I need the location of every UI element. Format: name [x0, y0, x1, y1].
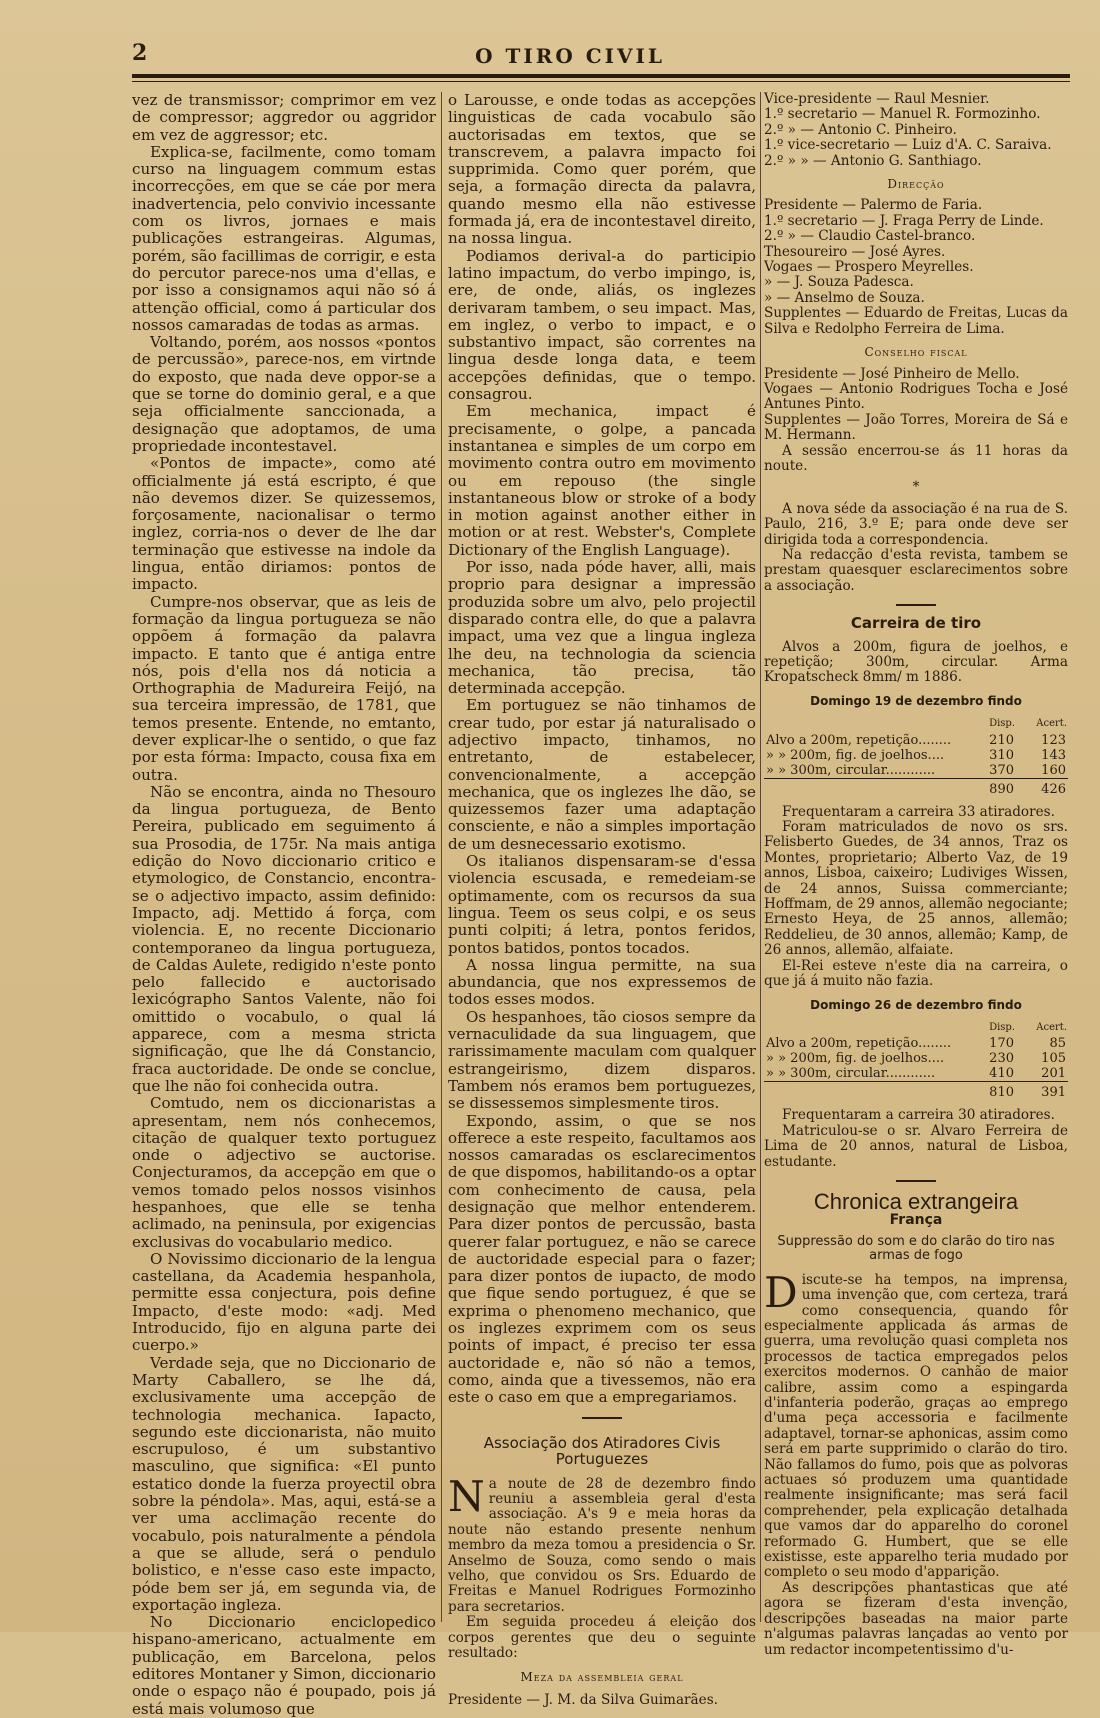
- paragraph: Os italianos dispensaram-se d'essa violencia escusada, e remedeiam-se optimamente, com os recursos da sua lingua. Teem os seus colpi, e os seus punti colpiti; á letra, pontos feridos, pontos batidos, pontos tocados.: [448, 852, 756, 957]
- table-row: Alvo a 200m, repetição........ 210 123: [766, 732, 1066, 748]
- section-title: Chronica extrangeira: [813, 1188, 1019, 1214]
- paragraph: Discute-se ha tempos, na imprensa, uma invenção que, com certeza, trará como consequencia, quando fôr especialmente applicada ás armas de guerra, uma revolução quasi completa nos processos de tactica empregados pelos exercitos modernos. O canhão de maior calibre, assim como a espingarda d'infanteria poderão, graças ao emprego d'uma peça accessoria e facilmente adaptavel, tornar-se aphonicas, assim como será em parte supprimido o clarão do tiro. Não fallamos do fumo, pois que as polvoras actuaes só produzem uma quantidade realmente insignificante; mas será facil comprehender, pela explicação detalhada que vamos dar do apparelho do coronel reformado G. Humbert, que se elle existisse, este apparelho teria mudado por completo o seu modo d'apparição.: [764, 1267, 1068, 1581]
- paragraph: Não se encontra, ainda no Thesouro da lingua portugueza, de Bento Pereira, publicado em seguimento á sua Prosodia, de 175r. Na mais antiga edição do Novo diccionario critico e etymologico, de Constancio, encontra-se o adjectivo impacto, assim definido: Impacto, adj. Mettido á força, com violencia. E, no recente Diccionario contemporaneo da lingua portugueza, de Caldas Aulete, redigido n'este ponto pelo fallecido e auctorisado lexicógrapho Santos Valente, não foi omittido o vocabulo, o qual lá apparece, com a mesma stricta significação, que lhe dá Constancio, fraca auctoridade. De onde se conclue, que lhe não foi conhecida outra.: [132, 782, 436, 1095]
- office-line: » — Anselmo de Souza.: [764, 289, 925, 306]
- column-header: Disp.: [989, 718, 1015, 730]
- office-line: Supplentes — João Torres, Moreira de Sá e M. Hermann.: [764, 411, 1068, 444]
- paragraph: Frequentaram a carreira 33 atiradores.: [782, 803, 1055, 820]
- office-line: Presidente — J. M. da Silva Guimarães.: [448, 1691, 718, 1708]
- article-subtitle: Suppressão do som e do clarão do tiro nas armas de fogo: [777, 1233, 1055, 1263]
- session-heading: Domingo 19 de dezembro findo: [810, 693, 1022, 708]
- office-line: 2.º » » — Antonio G. Santhiago.: [764, 152, 982, 169]
- office-line: Thesoureiro — José Ayres.: [764, 243, 946, 260]
- paragraph: A nossa lingua permitte, na sua abundancia, que nos expressemos de todos esses modos.: [448, 955, 756, 1009]
- masthead-title: O TIRO CIVIL: [475, 44, 665, 68]
- office-line: Supplentes — Eduardo de Freitas, Lucas da Silva e Redolpho Ferreira de Lima.: [764, 305, 1068, 337]
- paragraph: «Pontos de impacte», como até officialmente já está escripto, é que não devemos dizer. Se quizessemos, forçosamente, nacionalisar o termo inglez, corria-nos o dever de lhe dar terminação que estivesse na indole da lingua, então diriamos: pontos de impacto.: [132, 454, 436, 594]
- separator-star: *: [912, 479, 920, 496]
- paragraph: A nova séde da associação é na rua de S. Paulo, 216, 3.º E; para onde deve ser dirigida toda a correspondencia.: [764, 500, 1068, 548]
- section-divider: [896, 1180, 936, 1182]
- scores-table: [764, 1019, 1068, 1100]
- column-header: Disp.: [989, 1021, 1015, 1033]
- office-line: 1.º secretario — Manuel R. Formozinho.: [764, 106, 1041, 123]
- paragraph: Comtudo, nem os diccionaristas a apresentam, nem nós conhecemos, citação de qualquer texto portuguez onde o adjectivo se auctorise. Conjecturamos, da accepção em que o vemos tomado pelos nossos visinhos hespanhoes, que elle se tenha aclimado, na peninsula, por exigencias exclusivas do vocabulario medico.: [132, 1094, 436, 1251]
- table-row: » » 200m, fig. de joelhos.... 230 105: [766, 1051, 1066, 1067]
- paragraph: Por isso, nada póde haver, alli, mais proprio para designar a impressão produzida sobre um alvo, pelo projectil disparado contra elle, do que a palavra impact, uma vez que a lingua ingleza lhe deu, na technologia da sciencia mechanica, tão precisa, tão determinada accepção.: [448, 558, 756, 698]
- session-heading: Domingo 26 de dezembro findo: [810, 997, 1022, 1012]
- column-2: [448, 91, 756, 1708]
- paragraph: O Novissimo diccionario de la lengua castellana, da Academia hespanhola, permitte essa conjectura, pois define Impacto, d'este modo: «adj. Med Introducido, fijo en alguna parte dei cuerpo.»: [132, 1249, 436, 1355]
- office-line: » — J. Souza Padesca.: [764, 274, 914, 291]
- office-line: Vogaes — Antonio Rodrigues Tocha e José Antunes Pinto.: [764, 380, 1068, 413]
- paragraph: Matriculou-se o sr. Alvaro Ferreira de Lima de 20 annos, natural de Lisboa, estudante.: [764, 1122, 1068, 1170]
- paragraph: Cumpre-nos observar, que as leis de formação da lingua portugueza se não oppõem á formação da palavra impacto. E tanto que é antiga entre nós, pois d'ella nos dá noticia a Orthographia de Madureira Feijó, na sua terceira impressão, de 1781, que temos presente. Entende, no emtanto, dever explicar-lhe o sentido, o que faz por esta fórma: Impacto, cousa fixa em outra.: [132, 592, 436, 784]
- scores-table: [764, 715, 1068, 796]
- subsection-heading: Meza da assembleia geral: [520, 1670, 684, 1685]
- column-header: Acert.: [1036, 718, 1067, 730]
- paragraph: Frequentaram a carreira 30 atiradores.: [782, 1107, 1055, 1124]
- page-number: 2: [132, 40, 148, 66]
- paragraph: Voltando, porém, aos nossos «pontos de percussão», parece-nos, em virtnde do exposto, que nada deve oppor-se a que se torne do dominio geral, e a que seja officialmente sanccionada, a designação que adoptamos, de uma propriedade incontestavel.: [132, 333, 436, 455]
- paragraph: Em mechanica, impact é precisamente, o golpe, a pancada instantanea e simples de um corpo em movimento contra outro em movimento ou em repouso (the single instantaneous blow or stroke of a body in motion against another either in motion or at rest. Webster's, Complete Dictionary of the English Language).: [448, 402, 756, 559]
- paragraph: Em seguida procedeu á eleição dos corpos gerentes que deu o seguinte resultado:: [448, 1614, 756, 1662]
- paragraph: Podiamos derival-a do participio latino impactum, do verbo impingo, is, ere, de onde, aliás, os inglezes derivaram tambem, o seu impact. Mas, em inglez, o verbo to impact, e o substantivo impact, são correntes na lingua desde longa data, e teem accepções definidas, que o tempo. consagrou.: [448, 246, 756, 404]
- paragraph: A sessão encerrou-se ás 11 horas da noute.: [764, 442, 1068, 474]
- office-line: 1.º secretario — J. Fraga Perry de Linde.: [764, 212, 1044, 229]
- office-line: Presidente — Palermo de Faria.: [764, 197, 983, 214]
- office-line: Vogaes — Prospero Meyrelles.: [764, 259, 974, 276]
- header-rule: [132, 74, 1070, 78]
- paragraph: vez de transmissor; comprimor em vez de compressor; aggredor ou aggridor em vez de aggressor; etc.: [132, 91, 436, 144]
- paragraph: Na noute de 28 de dezembro findo reuniu a assembleia geral d'esta associação. A's 9 e meia horas da noute não estando presente nenhum membro da meza tomou a presidencia o Sr. Anselmo de Souza, como sendo o mais velho, que convidou os Srs. Eduardo de Freitas e Manuel Rodrigues Formozinho para secretarios.: [448, 1471, 756, 1615]
- section-title: Carreira de tiro: [850, 614, 982, 633]
- office-line: 1.º vice-secretario — Luiz d'A. C. Saraiva.: [764, 137, 1052, 154]
- office-line: Vice-presidente — Raul Mesnier.: [764, 91, 990, 107]
- table-total-row: 810 391: [764, 1082, 1068, 1101]
- drop-cap: N: [448, 1471, 485, 1521]
- office-line: 2.º » — Antonio C. Pinheiro.: [764, 121, 957, 138]
- section-divider: [582, 1417, 622, 1419]
- paragraph: No Diccionario enciclopedico hispano-americano, actualmente em publicação, em Barcelona, pelos editores Montaner y Simon, diccionario onde o espaço não é poupado, pois já está mais volumoso que: [132, 1613, 436, 1718]
- paragraph: Na redacção d'esta revista, tambem se prestam quaesquer esclarecimentos sobre a associação.: [764, 546, 1068, 594]
- section-divider: [896, 604, 936, 606]
- column-header: Acert.: [1036, 1021, 1067, 1033]
- table-row: Alvo a 200m, repetição........ 170 85: [766, 1036, 1066, 1052]
- column-1: [132, 91, 436, 1718]
- table-row: » » 200m, fig. de joelhos.... 310 143: [766, 747, 1066, 763]
- subsection-heading: Conselho fiscal: [864, 345, 968, 360]
- subsection-heading: Direcção: [887, 177, 945, 192]
- paragraph: Os hespanhoes, tão ciosos sempre da vernaculidade da sua linguagem, que rarissimamente maculam com qualquer estrangeirismo, dizem disparos. Tambem nós eramos bem portuguezes, se dissessemos simplesmente tiros.: [448, 1007, 756, 1113]
- header-rule-thin: [132, 81, 1070, 82]
- section-title: Associação dos Atiradores Civis Portuguezes: [483, 1433, 721, 1468]
- table-row: » » 300m, circular............ 410 201: [766, 1066, 1066, 1082]
- paragraph: Verdade seja, que no Diccionario de Marty Caballero, se lhe dá, exclusivamente uma accepção de technologia mechanica. Iapacto, segundo este diccionarista, não muito escrupuloso, é um substantivo masculino, que significa: «El punto estatico donde la fuerza proyectil obra sobre la péndola». Mas, aqui, está-se a ver uma acclimação recente do vocabulo, pois naturalmente a péndola a que se allude, será o pendulo bolistico, e n'esse caso este impacto, póde bem ser já, em segunda via, de exportação ingleza.: [132, 1353, 436, 1614]
- country-heading: França: [889, 1212, 943, 1229]
- office-line: 2.º » — Claudio Castel-branco.: [764, 228, 976, 245]
- table-total-row: 890 426: [764, 778, 1068, 797]
- drop-cap: D: [764, 1267, 798, 1317]
- paragraph: Em portuguez se não tinhamos de crear tudo, por estar já naturalisado o adjectivo impacto, tinhamos, no entretanto, de estabelecer, convencionalmente, a accepção mechanica, que os inglezes lhe dão, se quizessemos fazer uma adaptação consciente, e não a simples importação de um desnecessario exotismo.: [448, 696, 756, 853]
- paragraph: o Larousse, e onde todas as accepções linguisticas de cada vocabulo são auctorisadas em textos, que se transcrevem, a palavra impacto foi supprimida. Como quer porém, que seja, a formação directa da palavra, quando mesmo ella não estivesse formada já, era de incontestavel direito, na nossa lingua.: [448, 91, 756, 248]
- paragraph: As descripções phantasticas que até agora se fizeram d'esta invenção, descripções baseadas na maior parte n'algumas palavras lançadas ao vento por um redactor incompetentissimo d'u-: [764, 1579, 1068, 1658]
- paragraph: El-Rei esteve n'este dia na carreira, o que já á muito não fazia.: [764, 957, 1068, 990]
- paragraph: Explica-se, facilmente, como tomam curso na linguagem commum estas incorrecções, em que se cáe por mera inadvertencia, pelo convivio incessante com os livros, jornaes e mais publicações estrangeiras. Algumas, porém, são facillimas de corrigir, e esta do percutor parece-nos uma d'ellas, e por isso a consignamos aqui não só á attenção official, como á particular dos nossos camaradas de todas as armas.: [132, 142, 436, 334]
- column-divider: [760, 92, 761, 1622]
- paragraph: Expondo, assim, o que se nos offerece a este respeito, facultamos aos nossos camaradas os esclarecimentos de que dispomos, habilitando-os a optar com conhecimento de causa, pela designação que melhor entenderem. Para dizer pontos de percussão, basta querer falar portuguez, e não se carece de auctoridade especial para o fazer; para dizer pontos de iupacto, de modo que fique sendo portuguez, é que se exprima o phenomeno mechanico, que os inglezes exprimem com os seus points of impact, é preciso ter essa auctoridade e, não só não a temos, como, ainda que a tivessemos, não era este o caso em que a empregariamos.: [448, 1111, 756, 1407]
- paragraph: Alvos a 200m, figura de joelhos, e repetição; 300m, circular. Arma Kropatscheck 8mm/ m 1886.: [764, 638, 1068, 686]
- column-divider: [441, 92, 442, 1622]
- office-line: Presidente — José Pinheiro de Mello.: [764, 365, 1020, 382]
- column-3: [764, 91, 1068, 1658]
- paragraph: Foram matriculados de novo os srs. Felisberto Guedes, de 34 annos, Traz os Montes, proprietario; Alberto Vaz, de 19 annos, Lisboa, caixeiro; Ludiviges Wissen, de 24 annos, Suissa commerciante; Hoffmam, de 29 annos, allemão negociante; Ernesto Heya, de 25 annos, allemão; Reddelieu, de 30 annos, allemão; Kamp, de 26 annos, allemão, alfaiate.: [764, 819, 1068, 959]
- table-row: » » 300m, circular............ 370 160: [766, 762, 1066, 778]
